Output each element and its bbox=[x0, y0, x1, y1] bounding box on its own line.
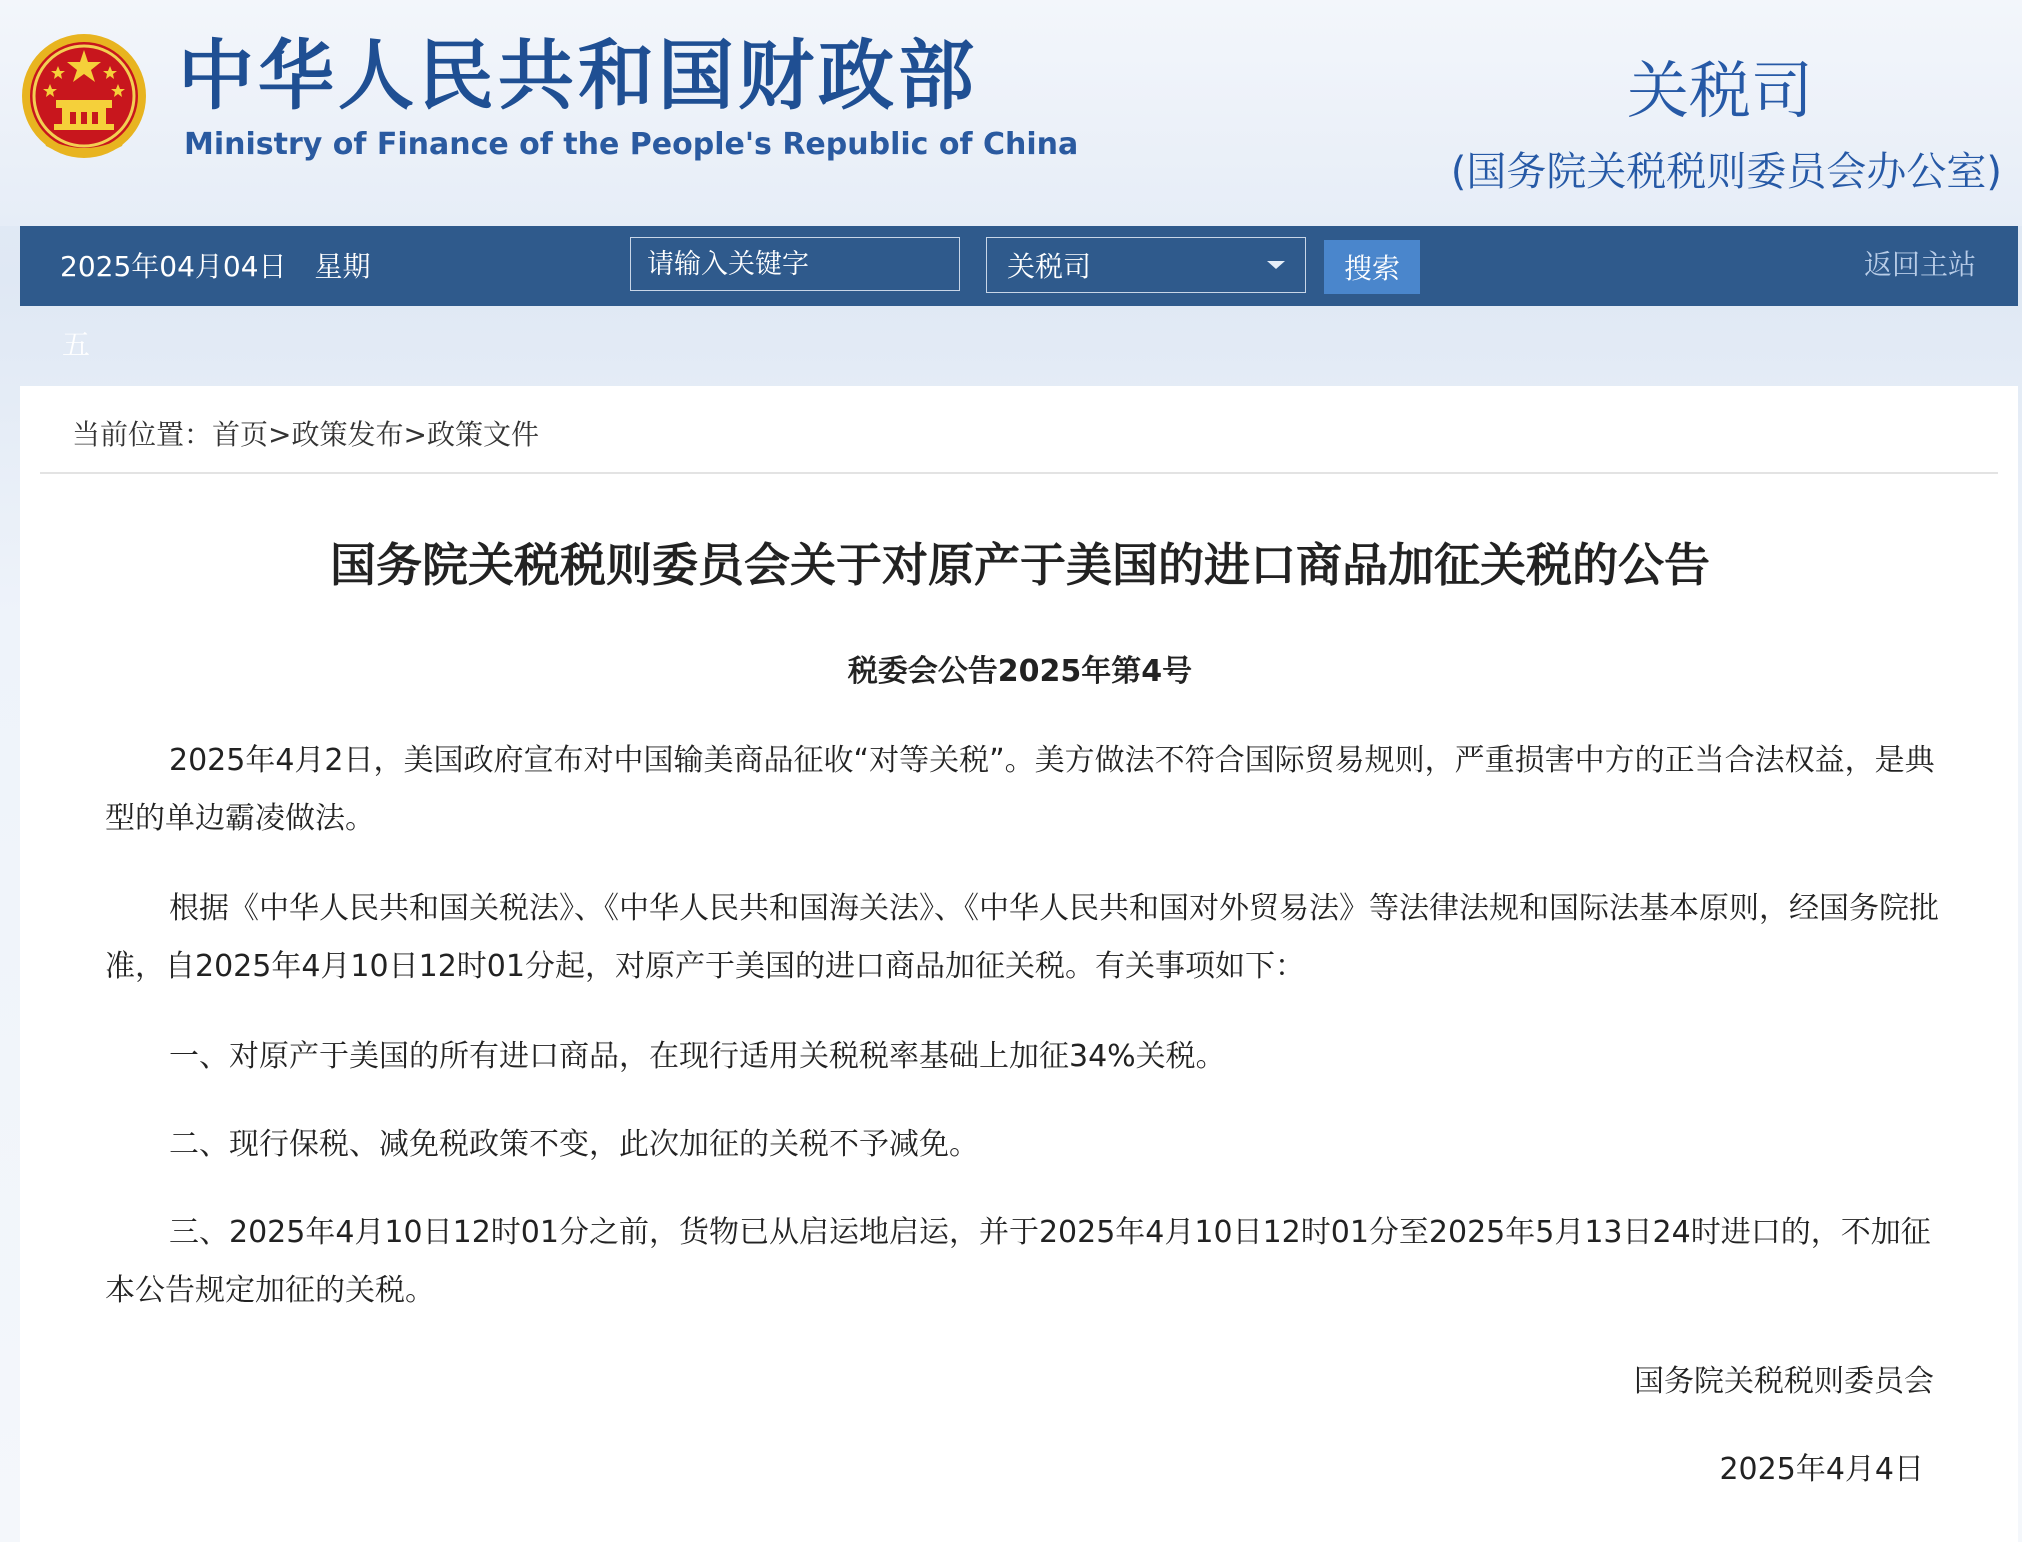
search-input[interactable] bbox=[630, 237, 960, 291]
site-header bbox=[0, 0, 2022, 226]
issue-date: 2025年4月4日 bbox=[1719, 1452, 1924, 1487]
article-paragraph: 根据《中华人民共和国关税法》、《中华人民共和国海关法》、《中华人民共和国对外贸易法》等法律法规和国际法基本原则，经国务院批准，自2025年4月10日12时01分起，对原产于美国的进口商品加征关税。有关事项如下： bbox=[105, 891, 1939, 984]
breadcrumb-home[interactable]: 首页 bbox=[212, 418, 269, 451]
article-paragraph: 二、现行保税、减免税政策不变，此次加征的关税不予减免。 bbox=[169, 1127, 979, 1162]
article-paragraph: 三、2025年4月10日12时01分之前，货物已从启运地启运，并于2025年4月10日12时01分至2025年5月13日24时进口的，不加征本公告规定加征的关税。 bbox=[105, 1215, 1931, 1308]
site-title: 中华人民共和国财政部 bbox=[178, 31, 978, 120]
top-navbar bbox=[20, 226, 2018, 306]
breadcrumb-policy-documents[interactable]: 政策文件 bbox=[426, 418, 539, 451]
search-scope-value: 关税司 bbox=[1007, 250, 1092, 283]
national-emblem-icon bbox=[18, 28, 150, 168]
breadcrumb-prefix: 当前位置： bbox=[72, 418, 213, 451]
article-paragraph: 2025年4月2日，美国政府宣布对中国输美商品征收“对等关税”。美方做法不符合国际贸易规则，严重损害中方的正当合法权益，是典型的单边霸凌做法。 bbox=[105, 743, 1935, 836]
breadcrumb-policy-release[interactable]: 政策发布 bbox=[291, 418, 404, 451]
document-number: 税委会公告2025年第4号 bbox=[847, 654, 1193, 689]
current-date: 2025年04月04日 星期 bbox=[60, 250, 371, 283]
article-paragraph: 一、对原产于美国的所有进口商品，在现行适用关税税率基础上加征34%关税。 bbox=[169, 1039, 1226, 1074]
caret-down-icon bbox=[1267, 261, 1285, 269]
breadcrumb-separator: > bbox=[403, 418, 427, 451]
issuer-signature: 国务院关税税则委员会 bbox=[1634, 1364, 1934, 1399]
article-container bbox=[20, 386, 2018, 1542]
department-subtitle: (国务院关税税则委员会办公室) bbox=[1450, 149, 2002, 195]
search-button[interactable]: 搜索 bbox=[1324, 240, 1420, 294]
site-title-english: Ministry of Finance of the People's Republic of China bbox=[184, 127, 1079, 162]
department-name: 关税司 bbox=[1626, 54, 1813, 127]
breadcrumb-separator: > bbox=[268, 418, 292, 451]
breadcrumb bbox=[72, 418, 539, 452]
article-title: 国务院关税税则委员会关于对原产于美国的进口商品加征关税的公告 bbox=[330, 538, 1710, 592]
search-scope-select[interactable] bbox=[986, 237, 1306, 293]
current-weekday: 五 bbox=[62, 328, 91, 361]
return-home-link[interactable]: 返回主站 bbox=[1863, 248, 1976, 281]
breadcrumb-divider bbox=[40, 472, 1998, 474]
